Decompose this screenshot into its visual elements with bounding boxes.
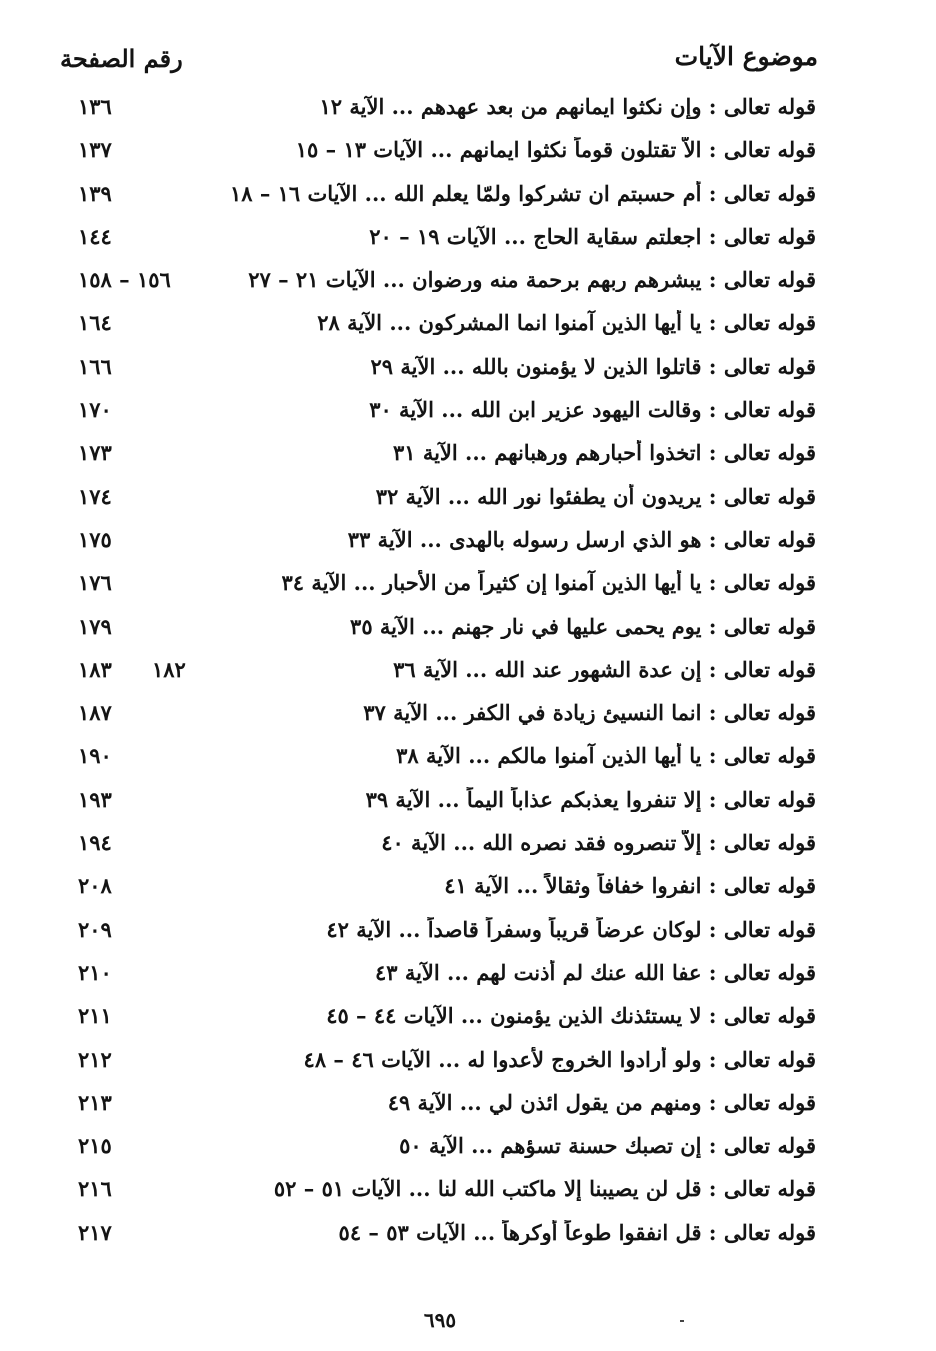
page-reference: ٢١١ <box>78 1003 112 1029</box>
verse-topic-text: قوله تعالى : قل لن يصيبنا إلا ماكتب الله لنا ... الآيات ٥١ – ٥٢ <box>273 1176 816 1202</box>
page-reference: ١٦٦ <box>78 353 112 379</box>
verse-topic-text: قوله تعالى : ولو أرادوا الخروج لأعدوا له ... الآيات ٤٦ – ٤٨ <box>303 1046 816 1072</box>
page-reference: ١٤٤ <box>78 223 112 249</box>
verse-topic-text: قوله تعالى : انفروا خفافاً وثقالاً ... الآية ٤١ <box>444 873 816 899</box>
page-reference: ٢١٧ <box>78 1219 112 1245</box>
index-entry-row <box>0 304 936 347</box>
index-entry-row <box>0 1170 936 1213</box>
verse-topic-text: قوله تعالى : يا أيها الذين آمنوا مالكم ... الآية ٣٨ <box>396 743 816 769</box>
index-entry-row <box>0 218 936 261</box>
index-entry-row <box>0 348 936 391</box>
page-reference: ٢١٣ <box>78 1089 112 1115</box>
index-entries <box>0 88 936 1257</box>
index-entry-row <box>0 391 936 434</box>
verse-topic-text: قوله تعالى : يوم يحمى عليها في نار جهنم ... الآية ٣٥ <box>350 613 816 639</box>
page-reference: ١٣٧ <box>78 137 112 163</box>
verse-topic-text: قوله تعالى : وإن نكثوا ايمانهم من بعد عهدهم ... الآية ١٢ <box>319 94 816 119</box>
page-reference: ١٧٦ <box>78 570 112 596</box>
index-entry-row <box>0 564 936 607</box>
verse-topic-text: قوله تعالى : إلاّ تنصروه فقد نصره الله ... الآية ٤٠ <box>381 830 816 856</box>
verse-topic-text: قوله تعالى : يبشرهم ربهم برحمة منه ورضوان ... الآيات ٢١ – ٢٧ <box>248 267 816 293</box>
index-entry-row <box>0 824 936 867</box>
index-entry-row <box>0 781 936 824</box>
page-reference: ٢١٠ <box>78 959 112 985</box>
index-entry-row <box>0 1214 936 1257</box>
index-entry-row <box>0 175 936 218</box>
index-entry-row <box>0 867 936 910</box>
topic-column-heading: موضوع الآيات <box>674 42 818 71</box>
page-reference: ٢٠٨ <box>78 873 112 899</box>
page-reference: ٢١٦ <box>78 1176 112 1202</box>
index-entry-row <box>0 1127 936 1170</box>
index-entry-row <box>0 954 936 997</box>
page-reference: ١٩٣ <box>78 786 112 812</box>
page-reference-secondary: ١٨٢ <box>152 656 186 682</box>
page-reference: ٢٠٩ <box>78 916 112 942</box>
page-reference: ١٥٦ – ١٥٨ <box>78 267 171 293</box>
index-entry-row <box>0 434 936 477</box>
verse-topic-text: قوله تعالى : الاّ تقتلون قوماً نكثوا ايمانهم ... الآيات ١٣ – ١٥ <box>295 137 816 163</box>
index-entry-row <box>0 1041 936 1084</box>
page-reference: ١٣٩ <box>78 180 112 206</box>
page-reference: ١٧٩ <box>78 613 112 639</box>
page-reference: ١٧٠ <box>78 397 112 423</box>
page-number-column-heading: رقم الصفحة <box>60 44 183 73</box>
index-entry-row <box>0 737 936 780</box>
verse-topic-text: قوله تعالى : اجعلتم سقاية الحاج ... الآيات ١٩ – ٢٠ <box>369 223 816 249</box>
verse-topic-text: قوله تعالى : هو الذي ارسل رسوله بالهدى ... الآية ٣٣ <box>347 526 816 552</box>
index-header <box>60 42 818 86</box>
index-entry-row <box>0 997 936 1040</box>
verse-topic-text: قوله تعالى : عفا الله عنك لم أذنت لهم ... الآية ٤٣ <box>374 959 816 985</box>
verse-topic-text: قوله تعالى : ومنهم من يقول ائذن لي ... الآية ٤٩ <box>387 1089 816 1115</box>
verse-topic-text: قوله تعالى : لا يستئذنك الذين يؤمنون ... الآيات ٤٤ – ٤٥ <box>326 1003 816 1029</box>
verse-topic-text: قوله تعالى : إن عدة الشهور عند الله ... الآية ٣٦ <box>393 656 816 682</box>
page-reference: ١٨٣ <box>78 656 112 682</box>
page-reference: ١٩٤ <box>78 830 112 856</box>
verse-topic-text: قوله تعالى : قاتلوا الذين لا يؤمنون بالله ... الآية ٢٩ <box>370 353 816 379</box>
index-entry-row <box>0 88 936 131</box>
page-folio: ٦٩٥ <box>423 1308 457 1332</box>
verse-topic-text: قوله تعالى : لوكان عرضاً قريباً وسفراً قاصداً ... الآية ٤٢ <box>326 916 816 942</box>
verse-topic-text: قوله تعالى : أم حسبتم ان تشركوا ولمّا يعلم الله ... الآيات ١٦ – ١٨ <box>229 180 816 206</box>
page-reference: ٢١٥ <box>78 1133 112 1159</box>
page-reference: ٢١٢ <box>78 1046 112 1072</box>
index-entry-row <box>0 911 936 954</box>
verse-topic-text: قوله تعالى : إن تصبك حسنة تسؤهم ... الآية ٥٠ <box>399 1133 816 1159</box>
page-reference: ١٩٠ <box>78 743 112 769</box>
index-entry-row <box>0 131 936 174</box>
verse-topic-text: قوله تعالى : وقالت اليهود عزير ابن الله ... الآية ٣٠ <box>369 397 816 423</box>
page-reference: ١٧٥ <box>78 526 112 552</box>
page-reference: ١٣٦ <box>78 94 112 119</box>
index-entry-row <box>0 261 936 304</box>
verse-topic-text: قوله تعالى : يا أيها الذين آمنوا إن كثيراً من الأحبار ... الآية ٣٤ <box>281 570 816 596</box>
index-entry-row <box>0 1084 936 1127</box>
page-reference: ١٨٧ <box>78 700 112 726</box>
index-entry-row <box>0 694 936 737</box>
scan-speck <box>680 1320 684 1322</box>
index-entry-row <box>0 521 936 564</box>
verse-topic-text: قوله تعالى : انما النسيئ زيادة في الكفر ... الآية ٣٧ <box>363 700 816 726</box>
index-entry-row <box>0 478 936 521</box>
page-reference: ١٧٣ <box>78 440 112 466</box>
index-entry-row <box>0 651 936 694</box>
verse-topic-text: قوله تعالى : يريدون أن يطفئوا نور الله ... الآية ٣٢ <box>375 483 816 509</box>
verse-topic-text: قوله تعالى : يا أيها الذين آمنوا انما المشركون ... الآية ٢٨ <box>317 310 816 336</box>
index-entry-row <box>0 608 936 651</box>
verse-topic-text: قوله تعالى : إلا تنفروا يعذبكم عذاباً اليماً ... الآية ٣٩ <box>365 786 816 812</box>
verse-topic-text: قوله تعالى : اتخذوا أحبارهم ورهبانهم ... الآية ٣١ <box>392 440 816 466</box>
verse-topic-text: قوله تعالى : قل انفقوا طوعاً أوكرهاً ... الآيات ٥٣ – ٥٤ <box>338 1219 816 1245</box>
page-reference: ١٧٤ <box>78 483 112 509</box>
page-reference: ١٦٤ <box>78 310 112 336</box>
